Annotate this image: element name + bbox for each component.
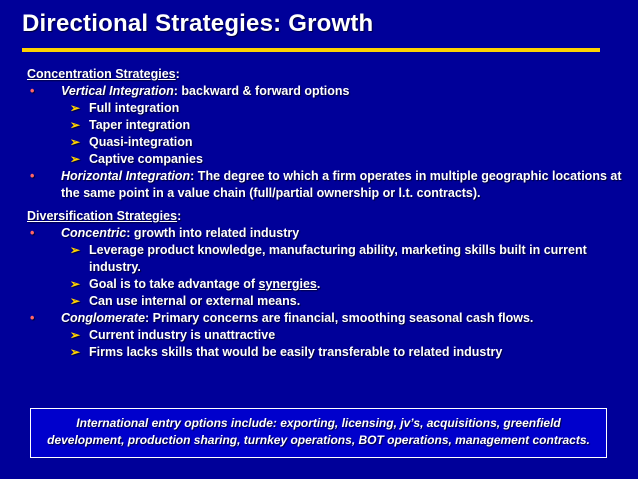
bullet-dot-icon: •: [30, 84, 35, 98]
arrow-bullet-icon: ➢: [70, 345, 81, 359]
sub-bullet-text: Captive companies: [89, 152, 203, 166]
arrow-bullet-icon: ➢: [70, 118, 81, 132]
sub-bullet-full-integration: [27, 100, 627, 117]
sub-bullet-text: Leverage product knowledge, manufacturing ability, marketing skills built in current industry.: [89, 243, 587, 274]
arrow-bullet-icon: ➢: [70, 294, 81, 308]
horizontal-integration-text: : The degree to which a firm operates in multiple geographic locations at the same point in a value chain (full/partial ownership or l.t. contracts).: [61, 169, 622, 200]
sub-bullet-text: Can use internal or external means.: [89, 294, 301, 308]
sub-bullet-text-end: .: [316, 277, 321, 291]
concentric-label: Concentric: [61, 226, 127, 240]
sub-bullet-leverage: [27, 242, 627, 276]
concentric-bullet: [27, 225, 627, 242]
bullet-dot-icon: •: [30, 311, 35, 325]
arrow-bullet-icon: ➢: [70, 135, 81, 149]
concentration-heading-colon: :: [175, 67, 180, 81]
sub-bullet-captive-companies: [27, 151, 627, 168]
conglomerate-label: Conglomerate: [61, 311, 146, 325]
diversification-heading: [27, 208, 627, 225]
international-entry-note-box: [30, 408, 607, 458]
sub-bullet-internal-external: [27, 293, 627, 310]
concentration-heading: [27, 66, 627, 83]
arrow-bullet-icon: ➢: [70, 243, 81, 257]
slide-title: Directional Strategies: Growth: [22, 10, 374, 37]
conglomerate-bullet: [27, 310, 627, 327]
sub-bullet-lacks-skills: [27, 344, 627, 361]
sub-bullet-taper-integration: [27, 117, 627, 134]
sub-bullet-text: Taper integration: [89, 118, 191, 132]
horizontal-integration-bullet: [27, 168, 627, 202]
sub-bullet-text: Current industry is unattractive: [89, 328, 276, 342]
concentration-heading-label: Concentration Strategies: [27, 67, 176, 81]
arrow-bullet-icon: ➢: [70, 101, 81, 115]
sub-bullet-quasi-integration: [27, 134, 627, 151]
note-line-1: International entry options include: exporting, licensing, jv’s, acquisitions, greenfield: [76, 416, 561, 430]
concentric-text: : growth into related industry: [126, 226, 300, 240]
sub-bullet-synergies: [27, 276, 627, 293]
arrow-bullet-icon: ➢: [70, 328, 81, 342]
diversification-heading-colon: :: [177, 209, 182, 223]
vertical-integration-text: : backward & forward options: [173, 84, 350, 98]
conglomerate-text: : Primary concerns are financial, smoothing seasonal cash flows.: [145, 311, 534, 325]
synergies-link[interactable]: synergies: [258, 277, 317, 291]
sub-bullet-text: Quasi-integration: [89, 135, 193, 149]
vertical-integration-label: Vertical Integration: [61, 84, 174, 98]
bullet-dot-icon: •: [30, 169, 35, 183]
slide-content: [27, 66, 627, 361]
bullet-dot-icon: •: [30, 226, 35, 240]
sub-bullet-text: Goal is to take advantage of: [89, 277, 259, 291]
title-underline-rule: [22, 48, 600, 52]
horizontal-integration-label: Horizontal Integration: [61, 169, 191, 183]
note-line-2: development, production sharing, turnkey operations, BOT operations, management contracts.: [47, 433, 590, 447]
arrow-bullet-icon: ➢: [70, 277, 81, 291]
sub-bullet-text: Firms lacks skills that would be easily transferable to related industry: [89, 345, 503, 359]
vertical-integration-bullet: [27, 83, 627, 100]
sub-bullet-text: Full integration: [89, 101, 180, 115]
arrow-bullet-icon: ➢: [70, 152, 81, 166]
diversification-heading-label: Diversification Strategies: [27, 209, 178, 223]
sub-bullet-unattractive: [27, 327, 627, 344]
